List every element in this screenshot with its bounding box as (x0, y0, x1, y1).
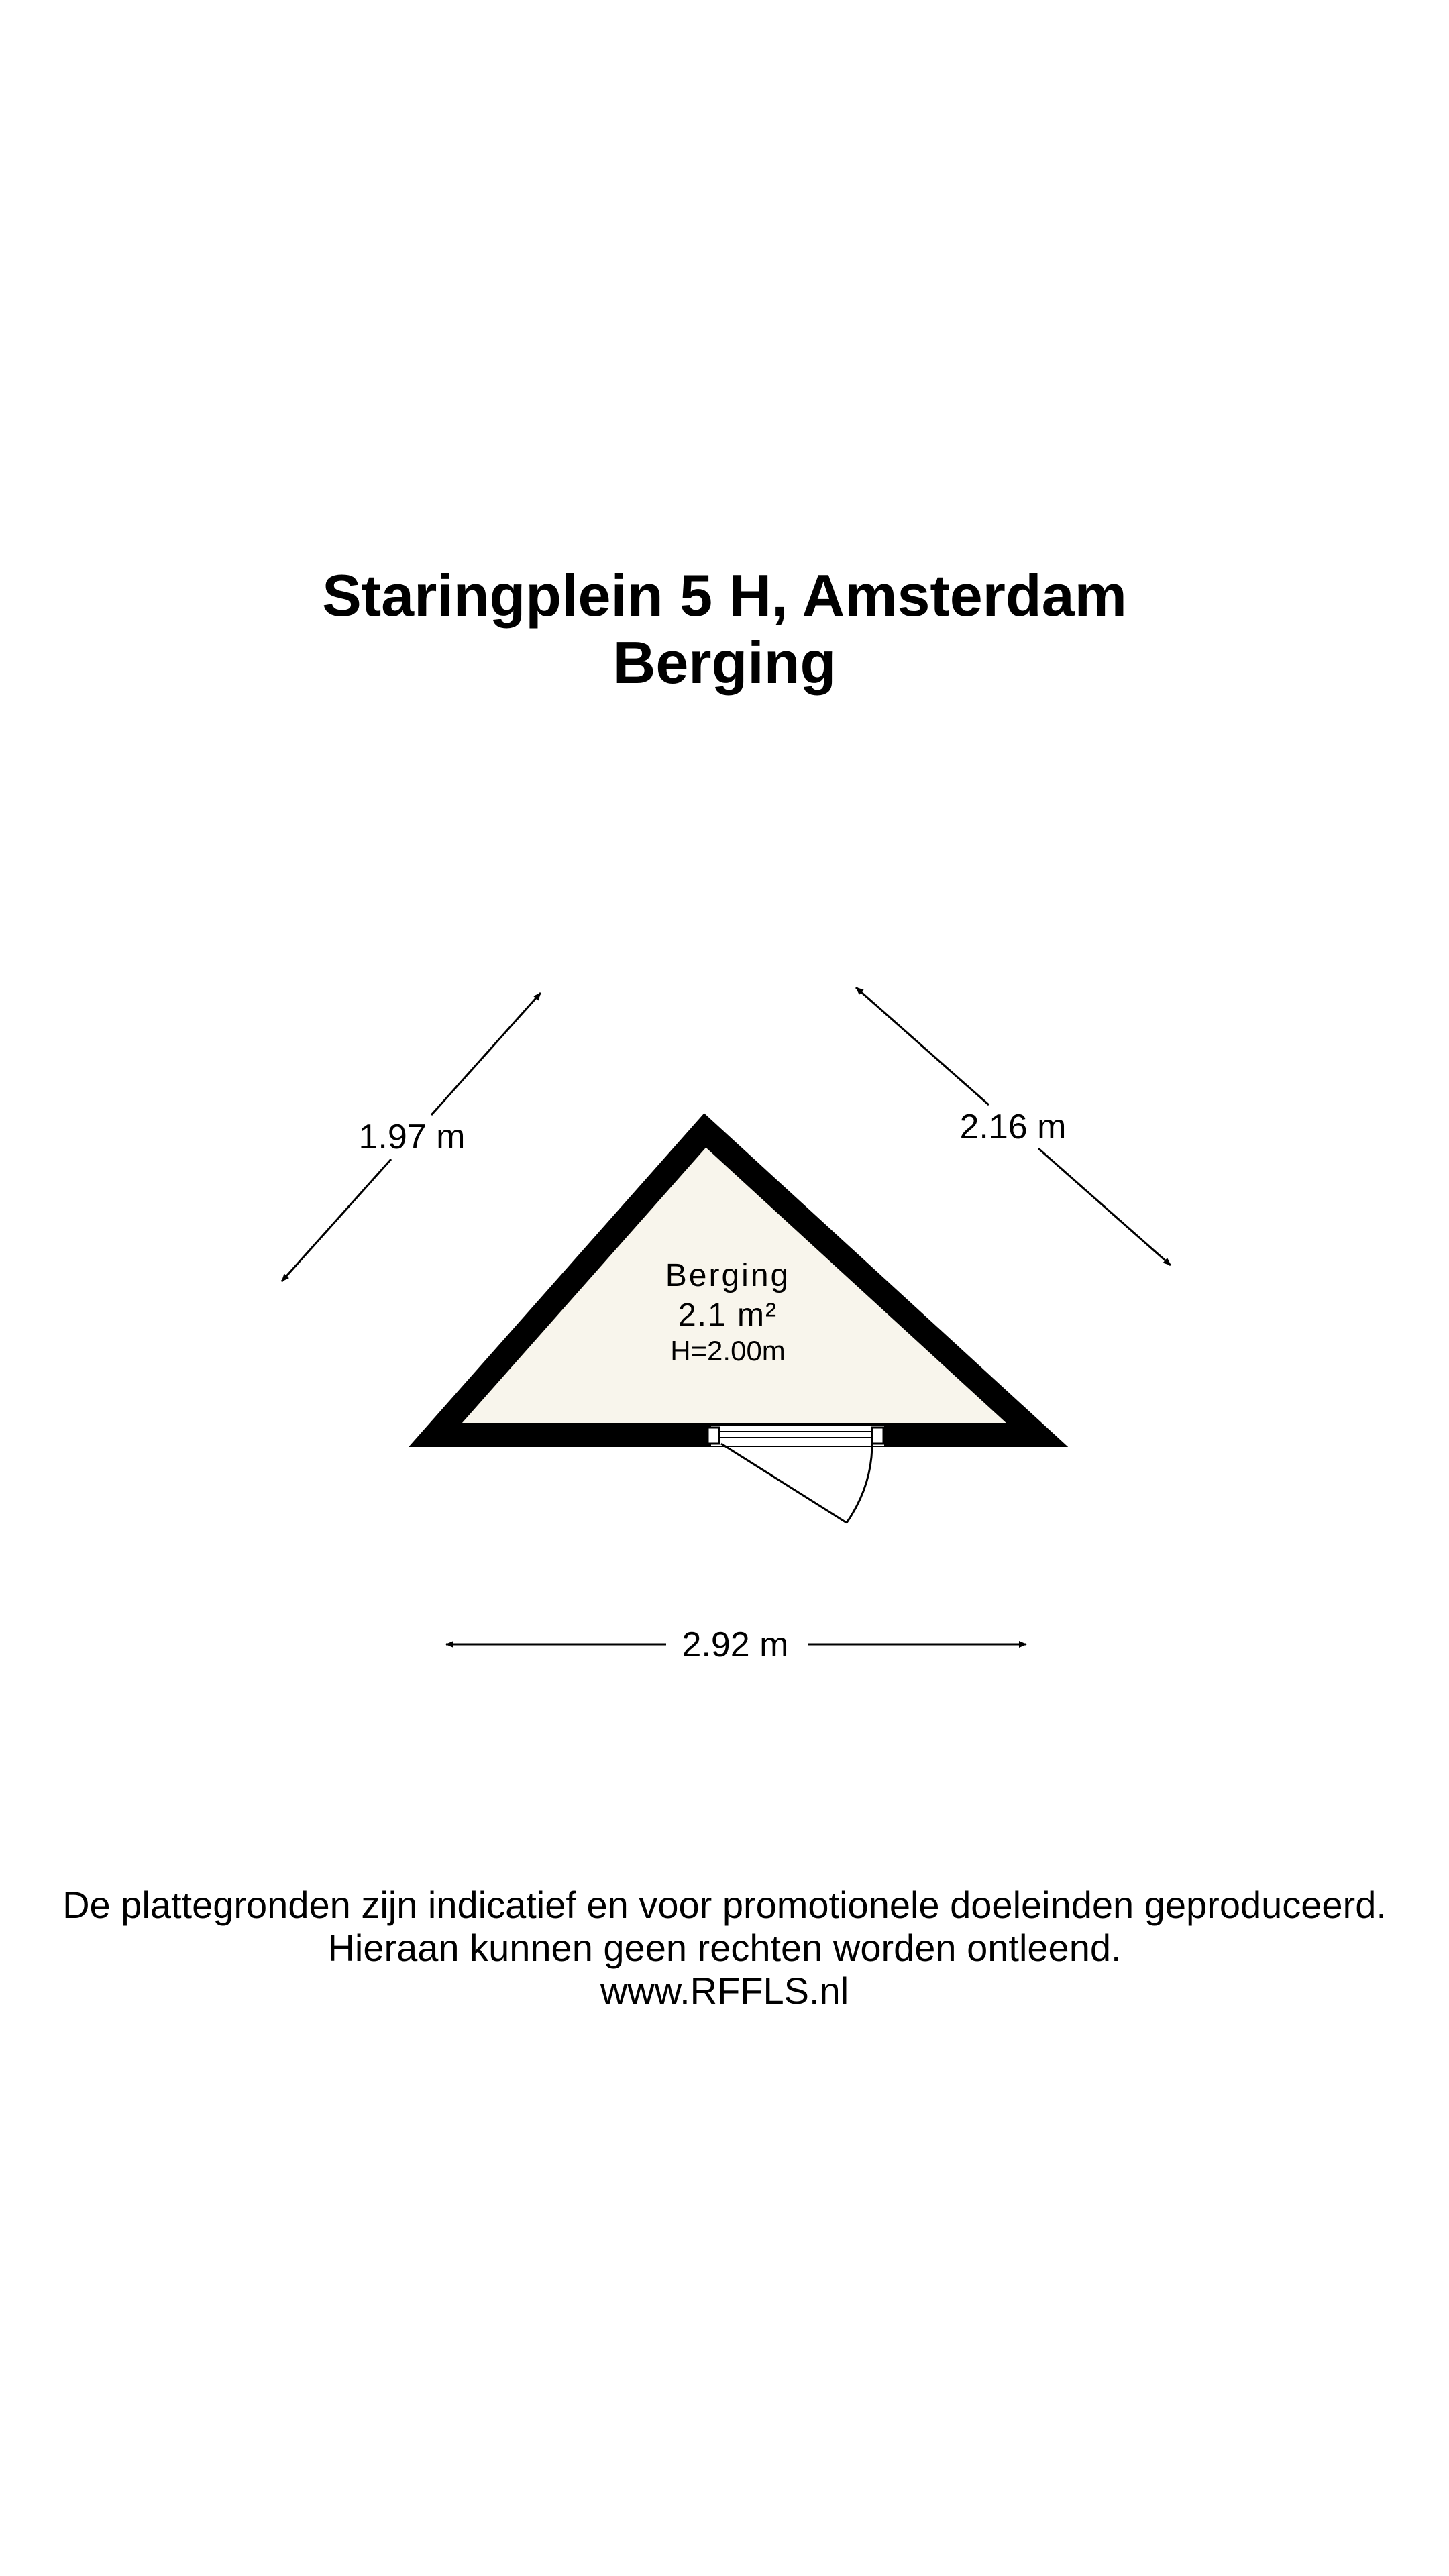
dimension-left (282, 993, 541, 1281)
door-jamb-right (872, 1428, 883, 1444)
door-swing-arc (847, 1444, 872, 1523)
dimension-arrow (431, 993, 541, 1115)
disclaimer-text: Hieraan kunnen geen rechten worden ontleend. (327, 1927, 1122, 1969)
door-leaf (721, 1444, 847, 1523)
dimension-arrow (282, 1159, 391, 1281)
floor-title: Berging (612, 629, 837, 696)
dimension-label-left: 1.97 m (358, 1118, 466, 1157)
dimension-label-bottom: 2.92 m (682, 1625, 789, 1664)
website-link: www.RFFLS.nl (600, 1970, 849, 2012)
dimension-arrow (856, 987, 989, 1105)
dimension-bottom (446, 1625, 1026, 1664)
door-jamb-left (708, 1428, 719, 1444)
dimension-arrow (1038, 1148, 1171, 1265)
dimension-right (856, 987, 1171, 1265)
room-name: Berging (665, 1258, 791, 1293)
door-opening (711, 1426, 884, 1446)
disclaimer-text: De plattegronden zijn indicatief en voor promotionele doeleinden geproduceerd. (62, 1884, 1387, 1926)
room-height: H=2.00m (670, 1335, 786, 1366)
page-title: Staringplein 5 H, Amsterdam (322, 562, 1127, 629)
room-area: 2.1 m² (678, 1297, 778, 1333)
door (708, 1426, 884, 1523)
dimension-label-right: 2.16 m (959, 1108, 1067, 1146)
